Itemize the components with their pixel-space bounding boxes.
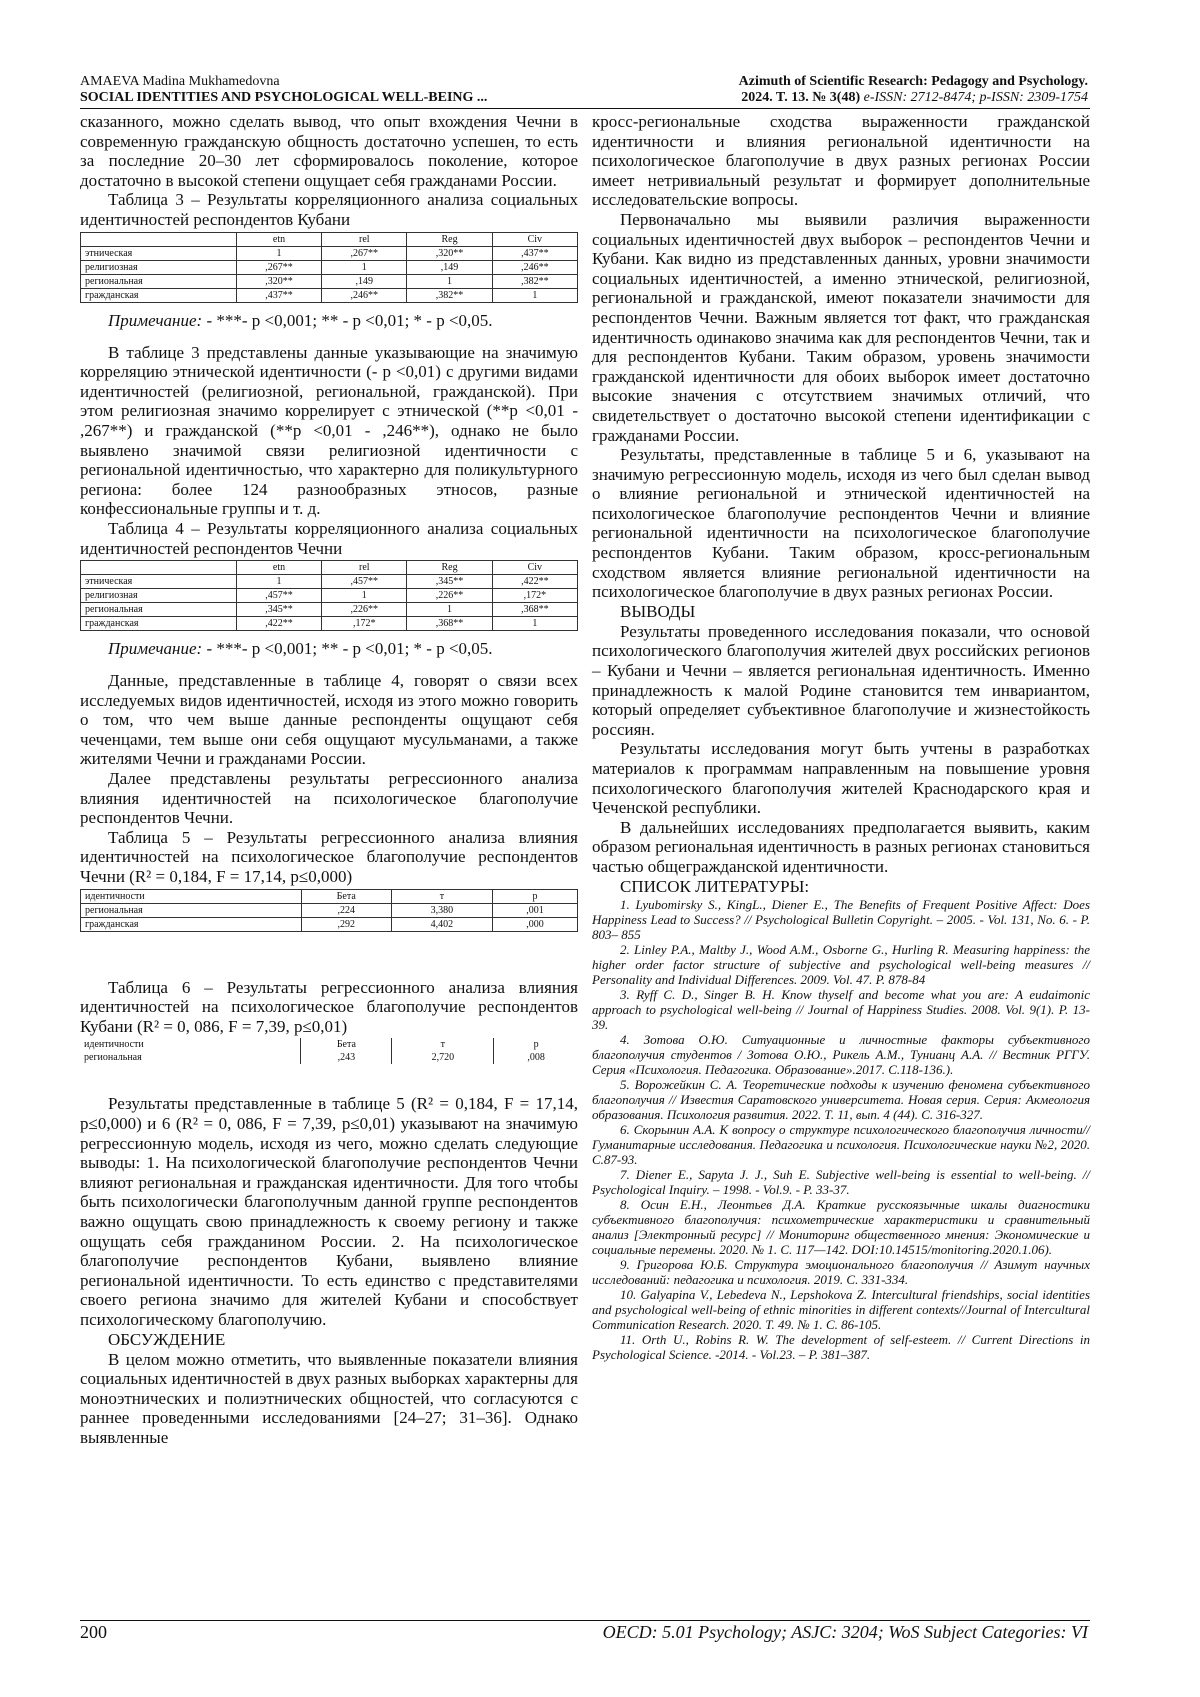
table-row [81, 246, 578, 260]
table-header-cell: т [392, 1038, 494, 1051]
table-cell: ,172* [492, 589, 577, 603]
page-number: 200 [80, 1622, 107, 1642]
table-header-cell: Civ [492, 561, 577, 575]
table-cell: этническая [81, 246, 237, 260]
table-header-cell: Reg [407, 561, 492, 575]
right-column [592, 112, 1090, 1362]
table-cell: ,224 [301, 903, 391, 917]
reference-item: 2. Linley P.A., Maltby J., Wood A.M., Osborne G., Hurling R. Measuring happiness: the higher order factor structure of subjective and psychological well-being measures // Personality and Individual Differences. 2009. Vol. 47. P. 878-84 [592, 941, 1090, 987]
paragraph: Результаты, представленные в таблице 5 и 6, указывают на значимую регрессионную модель, исходя из чего был сделан вывод о влияние региональной и этнической идентичностей на психологическое благополучие респондентов Чечни и влияние региональной идентичности на психологическое благополучие респондентов Кубани. Таким образом, кросс-региональным сходством является влияние региональной идентичности на психологическое благополучие в двух разных регионах России. [592, 445, 1090, 602]
table-header-cell: rel [322, 561, 407, 575]
table-cell: 2,720 [392, 1051, 494, 1064]
table-row [81, 589, 578, 603]
section-heading-references: СПИСОК ЛИТЕРАТУРЫ: [620, 876, 810, 896]
author-name: AMAEVA Madina Mukhamedovna [80, 74, 280, 89]
table-cell: ,246** [492, 260, 577, 274]
table-header-cell: Бета [301, 1038, 392, 1051]
journal-issue: 2024. T. 13. № 3(48) [741, 90, 861, 105]
table-header-cell [81, 561, 237, 575]
note-text: - ***- р <0,001; ** - р <0,01; * - р <0,05. [202, 639, 493, 659]
table-6 [80, 1038, 578, 1064]
table-cell: региональная [81, 603, 237, 617]
table-header-row [81, 561, 578, 575]
table-cell: региональная [81, 903, 302, 917]
table-cell: 1 [407, 603, 492, 617]
paragraph: В целом можно отметить, что выявленные показатели влияния социальных идентичностей в двух разных выборках характерны для моноэтнических и полиэтнических общностей, что согласуются с раннее проведенными исследованиями [24–27; 31–36]. Однако выявленные [80, 1349, 578, 1447]
table-cell: ,000 [492, 917, 577, 931]
table-cell: этническая [81, 575, 237, 589]
table-cell: ,267** [236, 260, 321, 274]
table-row [81, 288, 578, 302]
journal-issue-line [528, 90, 1088, 106]
table-cell: ,001 [492, 903, 577, 917]
reference-item: 5. Ворожейкин С. А. Теоретические подходы к изучению феномена субъективного благополучия // Известия Саратовского университета. Новая серия. Серия: Акмеология образования. Психология развития. 2022. Т. 11, вып. 4 (44). С. 316-327. [592, 1076, 1090, 1122]
table-header-cell: р [492, 889, 577, 903]
journal-issn: e-ISSN: 2712-8474; p-ISSN: 2309-1754 [863, 90, 1088, 105]
footer-classification: OECD: 5.01 Psychology; ASJC: 3204; WoS Subject Categories: VI [602, 1622, 1088, 1642]
reference-item: 7. Diener E., Sapyta J. J., Suh E. Subjective well-being is essential to well-being. // Psychological Inquiry. – 1998. - Vol.9. - P. 33-37. [592, 1166, 1090, 1197]
table-cell: ,368** [492, 603, 577, 617]
table-header-cell: etn [236, 232, 321, 246]
table-header-cell: р [494, 1038, 578, 1051]
table-cell: ,320** [407, 246, 492, 260]
table-cell: ,437** [236, 288, 321, 302]
table-cell: ,345** [236, 603, 321, 617]
table-cell: ,267** [322, 246, 407, 260]
table-cell: ,345** [407, 575, 492, 589]
table-5-caption: Таблица 5 – Результаты регрессионного анализа влияния идентичностей на психологическое благополучие респондентов Чечни (R² = 0,184, F = 17,14, р≤0,000) [80, 827, 578, 887]
running-header-right [528, 74, 1088, 106]
table-cell: 1 [322, 589, 407, 603]
journal-name: Azimuth of Scientific Research: Pedagogy and Psychology. [738, 74, 1088, 89]
table-row [81, 260, 578, 274]
table-header-cell: rel [322, 232, 407, 246]
paragraph: кросс-региональные сходства выраженности гражданской идентичности и влияния региональной идентичности на психологическое благополучие в двух разных регионах России имеет нетривиальный результат и формирует дополнительные исследовательские вопросы. [592, 112, 1090, 210]
reference-item: 6. Скорынин А.А. К вопросу о структуре психологического благополучия личности//Гуманитарные исследования. Педагогика и психология. Психологические науки №2, 2020. С.87-93. [592, 1121, 1090, 1167]
table-cell: ,457** [322, 575, 407, 589]
table-cell: гражданская [81, 617, 237, 631]
table-cell: 1 [407, 274, 492, 288]
table-header-row [81, 889, 578, 903]
table-cell: 4,402 [391, 917, 492, 931]
table-cell: ,422** [492, 575, 577, 589]
table-4 [80, 560, 578, 631]
article-title: SOCIAL IDENTITIES AND PSYCHOLOGICAL WELL-BEING ... [80, 90, 488, 105]
reference-item: 10. Galyapina V., Lebedeva N., Lepshokova Z. Intercultural friendships, social identities and psychological well-being of ethnic minorities in different contexts//Journal of Intercultural Communication Research. 2020. T. 49. № 1. С. 86-105. [592, 1286, 1090, 1332]
table-cell: ,149 [322, 274, 407, 288]
table-row [81, 917, 578, 931]
table-row [81, 603, 578, 617]
paragraph: Далее представлены результаты регрессионного анализа влияния идентичностей на психологическое благополучие респондентов Чечни. [80, 769, 578, 828]
table-header-cell [81, 232, 237, 246]
paragraph: Результаты проведенного исследования показали, что основой психологического благополучия жителей двух российских регионов – Кубани и Чечни – является региональная идентичность. Именно принадлежность к малой Родине становится тем инвариантом, который определяет субъективное благополучие и жизнестойкость россиян. [592, 621, 1090, 739]
reference-item: 11. Orth U., Robins R. W. The development of self-esteem. // Current Directions in Psychological Science. -2014. - Vol.23. – P. 381–387. [592, 1331, 1090, 1362]
table-cell: ,172* [322, 617, 407, 631]
table-cell: ,226** [322, 603, 407, 617]
running-header-left [80, 74, 600, 106]
table-cell: ,382** [492, 274, 577, 288]
table-header-cell: идентичности [84, 1039, 144, 1051]
table-cell: гражданская [81, 917, 302, 931]
table-3-caption: Таблица 3 – Результаты корреляционного анализа социальных идентичностей респондентов Кубани [80, 190, 578, 229]
table-6-caption: Таблица 6 – Результаты регрессионного анализа влияния идентичностей на психологическое благополучие респондентов Кубани (R² = 0, 086, F = 7,39, р≤0,01) [80, 977, 578, 1036]
table-5 [80, 889, 578, 932]
paragraph: Результаты представленные в таблице 5 (R² = 0,184, F = 17,14, р≤0,000) и 6 (R² = 0, 086, F = 7,39, р≤0,01) указывают на значимую регрессионную модель, исходя из чего, можно сделать следующие выводы: 1. На психологической благополучие респондентов Чечни влияют региональная и гражданская идентичности. Для того чтобы быть психологически благополучным данной группе респондентов важно ощущать свою принадлежность к своему региону и также ощущать себя гражданином России. 2. На психологическое благополучие респондентов Кубани, выявлено влияние региональной идентичности. То есть единство с представителями своего региона значимо для жителей Кубани и способствует психологическому благополучию. [80, 1094, 578, 1329]
table-cell: региональная [84, 1052, 142, 1064]
table-header-cell: Reg [407, 232, 492, 246]
section-heading-discussion: ОБСУЖДЕНИЕ [108, 1329, 226, 1349]
table-cell: ,149 [407, 260, 492, 274]
table-header-row [81, 232, 578, 246]
table-row [80, 1051, 578, 1064]
reference-item: 8. Осин Е.Н., Леонтьев Д.А. Краткие русскоязычные шкалы диагностики субъективного благополучия: психометрические характеристики и сравнительный анализ [Электронный ресурс] // Мониторинг общественного мнения: Экономические и социальные перемены. 2020. № 1. С. 117—142. DOI:10.14515/monitoring.2020.1.06). [592, 1196, 1090, 1257]
table-row [81, 617, 578, 631]
table-header-cell: etn [236, 561, 321, 575]
table-header-cell: идентичности [81, 889, 302, 903]
table-cell: ,246** [322, 288, 407, 302]
table-cell: ,422** [236, 617, 321, 631]
table-header-cell: Бета [301, 889, 391, 903]
note-label: Примечание: [108, 639, 203, 659]
reference-item: 9. Григорова Ю.Б. Структура эмоционального благополучия // Азимут научных исследований: педагогика и психология. 2019. С. 331-334. [592, 1256, 1090, 1287]
table-cell: ,382** [407, 288, 492, 302]
left-column [80, 112, 578, 1448]
table-cell: ,368** [407, 617, 492, 631]
table-header-cell: т [391, 889, 492, 903]
table-cell: 1 [236, 575, 321, 589]
table-cell: ,457** [236, 589, 321, 603]
reference-item: 4. Зотова О.Ю. Ситуационные и личностные факторы субъективного благополучия студентов / Зотова О.Ю., Рикель А.М., Тунианц А.А. // Вестник РГГУ. Серия «Психология. Педагогика. Образование».2017. С.118-136.). [592, 1031, 1090, 1077]
paragraph: сказанного, можно сделать вывод, что опыт вхождения Чечни в современную гражданскую общность достаточно успешен, то есть за последние 20–30 лет сформировалось поколение, которое достаточно в высокой степени ощущает себя гражданами России. [80, 112, 578, 190]
table-header-cell: Civ [492, 232, 577, 246]
table-cell: ,292 [301, 917, 391, 931]
header-divider [80, 108, 1090, 109]
paragraph: Первоначально мы выявили различия выраженности социальных идентичностей двух выборок – респондентов Чечни и Кубани. Как видно из представленных данных, уровни значимости социальных идентичностей, а именно этнической, религиозной, региональной и гражданской, имеют показатели значимости для респондентов Чечни. Важным является тот факт, что гражданская идентичность одинаково значима как для респондентов Чечни, так и для респондентов Кубани. Таким образом, уровень значимости гражданской идентичности для обоих выборок имеет достаточно высокие значения с отсутствием значимых отличий, что свидетельствует о достаточно высокой степени идентификации с гражданами России. [592, 209, 1090, 445]
table-cell: 1 [492, 288, 577, 302]
table-cell: ,320** [236, 274, 321, 288]
table-row [81, 575, 578, 589]
table-cell: ,243 [301, 1051, 392, 1064]
paragraph: Данные, представленные в таблице 4, говорят о связи всех исследуемых видов идентичностей, исходя из этого можно говорить о том, что чем выше данные респонденты ощущают себя чеченцами, тем выше они себя ощущают мусульманами, а также жителями Чечни и гражданами России. [80, 671, 578, 769]
table-cell: ,008 [494, 1051, 578, 1064]
table-4-note [108, 639, 578, 659]
table-cell: 1 [492, 617, 577, 631]
table-cell: 1 [236, 246, 321, 260]
paragraph: В дальнейших исследованиях предполагается выявить, каким образом региональная идентичность в разных регионах становиться частью общегражданской идентичности. [592, 817, 1090, 876]
table-cell: ,437** [492, 246, 577, 260]
table-3-note [108, 311, 578, 331]
table-cell: религиозная [81, 260, 237, 274]
table-cell: региональная [81, 274, 237, 288]
note-text: - ***- р <0,001; ** - р <0,01; * - р <0,05. [202, 310, 493, 330]
table-row [81, 274, 578, 288]
section-heading-conclusions: ВЫВОДЫ [620, 601, 696, 621]
paragraph: Результаты исследования могут быть учтены в разработках материалов к программам направленным на повышение уровня психологического благополучия жителей Краснодарского края и Чеченской республики. [592, 739, 1090, 818]
reference-list [592, 897, 1090, 1362]
table-cell: ,226** [407, 589, 492, 603]
reference-item: 3. Ryff C. D., Singer B. H. Know thyself and become what you are: A eudaimonic approach to psychological well-being // Journal of Happiness Studies. 2008. Vol. 9(1). P. 13-39. [592, 986, 1090, 1032]
table-4-caption: Таблица 4 – Результаты корреляционного анализа социальных идентичностей респондентов Чечни [80, 518, 578, 558]
table-cell: 3,380 [391, 903, 492, 917]
table-3 [80, 232, 578, 303]
table-row [81, 903, 578, 917]
table-cell: 1 [322, 260, 407, 274]
note-label: Примечание: [108, 310, 203, 330]
reference-item: 1. Lyubomirsky S., KingL., Diener E., The Benefits of Frequent Positive Affect: Does Happiness Lead to Success? // Psychological Bulletin Copyright. – 2005. - Vol. 131, No. 6. - P. 803– 855 [592, 896, 1090, 942]
paragraph: В таблице 3 представлены данные указывающие на значимую корреляцию этнической идентичности (- р <0,01) с другими видами идентичностей (религиозной, региональной, гражданской). При этом религиозная значимо коррелирует с этнической (**р <0,01 - ,267**) и гражданской (**р <0,01 - ,246**), однако не было выявлено значимой связи религиозной идентичности с региональной идентичностью, что характерно для поликультурного региона: более 124 разнообразных этносов, разные конфессиональные группы и т. д. [80, 342, 578, 519]
table-cell: религиозная [81, 589, 237, 603]
footer-divider [80, 1620, 1090, 1621]
table-cell: гражданская [81, 288, 237, 302]
table-header-row [80, 1038, 578, 1051]
